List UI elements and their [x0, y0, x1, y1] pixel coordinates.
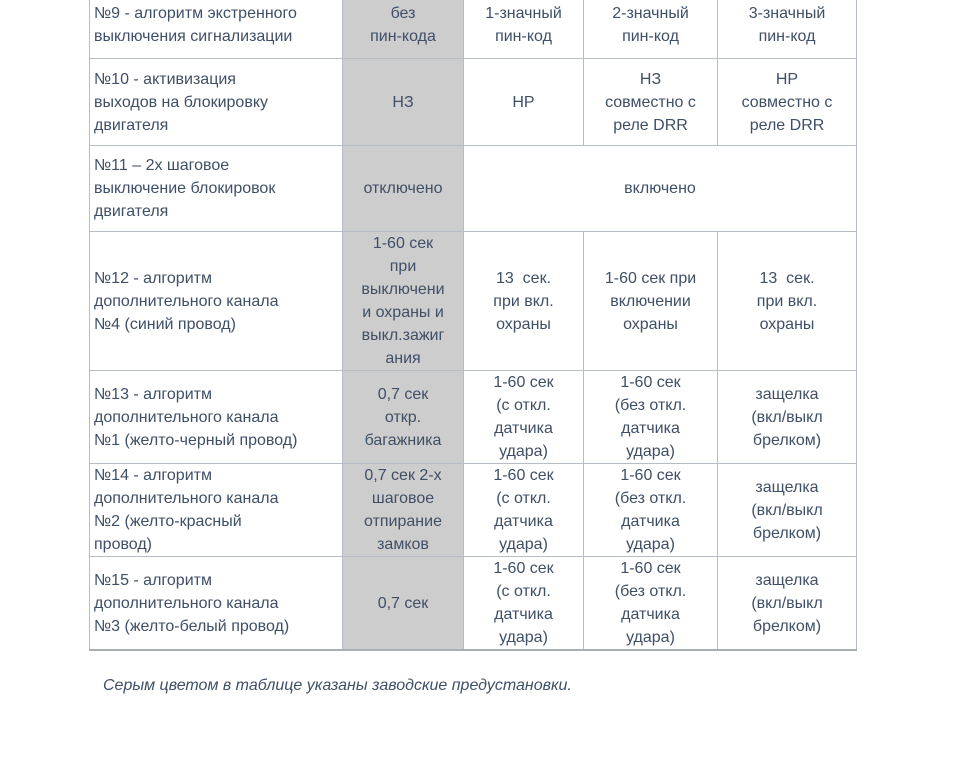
option-cell: 1-60 сек (с откл. датчика удара): [464, 557, 584, 651]
option-cell: 13 сек. при вкл. охраны: [464, 232, 584, 371]
factory-default-cell: 0,7 сек: [343, 557, 464, 651]
option-cell: 1-60 сек (без откл. датчика удара): [584, 371, 718, 464]
setting-name-cell: №11 – 2х шаговое выключение блокировок двигателя: [90, 146, 343, 232]
table-row: [90, 371, 857, 464]
option-cell: 3-значный пин-код: [718, 0, 857, 59]
option-cell: НЗ совместно с реле DRR: [584, 59, 718, 146]
table-row: [90, 464, 857, 557]
option-cell: 1-60 сек (без откл. датчика удара): [584, 557, 718, 651]
option-cell: 13 сек. при вкл. охраны: [718, 232, 857, 371]
option-cell: 1-60 сек при включении охраны: [584, 232, 718, 371]
settings-table: [89, 0, 857, 651]
table-row: [90, 59, 857, 146]
setting-name-cell: №15 - алгоритм дополнительного канала №3 (желто-белый провод): [90, 557, 343, 651]
factory-default-cell: без пин-кода: [343, 0, 464, 59]
factory-default-cell: отключено: [343, 146, 464, 232]
factory-default-cell: 0,7 сек откр. багажника: [343, 371, 464, 464]
footnote: Серым цветом в таблице указаны заводские предустановки.: [103, 677, 572, 694]
option-cell: 1-60 сек (без откл. датчика удара): [584, 464, 718, 557]
factory-default-cell: 1-60 сек при выключени и охраны и выкл.зажиг ания: [343, 232, 464, 371]
option-cell: НР: [464, 59, 584, 146]
table-row: [90, 557, 857, 651]
setting-name-cell: №12 - алгоритм дополнительного канала №4 (синий провод): [90, 232, 343, 371]
option-cell: защелка (вкл/выкл брелком): [718, 464, 857, 557]
option-cell: 1-значный пин-код: [464, 0, 584, 59]
setting-name-cell: №10 - активизация выходов на блокировку двигателя: [90, 59, 343, 146]
factory-default-cell: НЗ: [343, 59, 464, 146]
option-cell: НР совместно с реле DRR: [718, 59, 857, 146]
option-cell: 1-60 сек (с откл. датчика удара): [464, 371, 584, 464]
table-row: [90, 232, 857, 371]
table-row: [90, 0, 857, 59]
setting-name-cell: №9 - алгоритм экстренного выключения сигнализации: [90, 0, 343, 59]
factory-default-cell: 0,7 сек 2-х шаговое отпирание замков: [343, 464, 464, 557]
option-cell: защелка (вкл/выкл брелком): [718, 371, 857, 464]
setting-name-cell: №13 - алгоритм дополнительного канала №1 (желто-черный провод): [90, 371, 343, 464]
option-cell-merged: включено: [464, 146, 857, 232]
option-cell: 2-значный пин-код: [584, 0, 718, 59]
option-cell: защелка (вкл/выкл брелком): [718, 557, 857, 651]
table-row: [90, 146, 857, 232]
setting-name-cell: №14 - алгоритм дополнительного канала №2 (желто-красный провод): [90, 464, 343, 557]
option-cell: 1-60 сек (с откл. датчика удара): [464, 464, 584, 557]
